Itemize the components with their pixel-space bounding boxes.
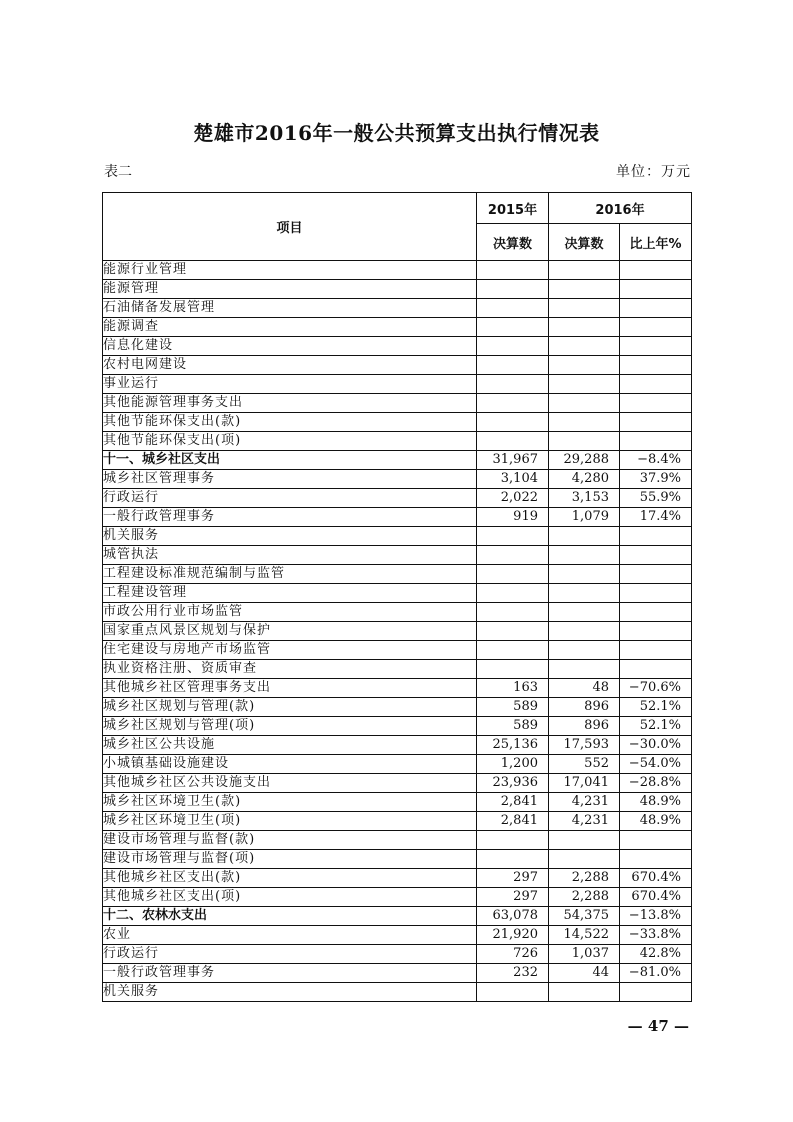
row-yoy-percent (620, 432, 692, 451)
table-row (103, 603, 692, 622)
row-yoy-percent (620, 584, 692, 603)
table-row (103, 831, 692, 850)
row-value-2015: 2,022 (477, 489, 549, 508)
row-value-2016: 17,593 (549, 736, 620, 755)
row-value-2015: 232 (477, 964, 549, 983)
row-name: 机关服务 (103, 527, 477, 546)
row-value-2015 (477, 584, 549, 603)
row-value-2016 (549, 641, 620, 660)
row-name: 十二、农林水支出 (103, 907, 477, 926)
table-row (103, 755, 692, 774)
table-row (103, 432, 692, 451)
row-yoy-percent (620, 850, 692, 869)
row-yoy-percent: 670.4% (620, 888, 692, 907)
budget-table (102, 192, 692, 1002)
row-value-2016 (549, 318, 620, 337)
table-row (103, 546, 692, 565)
row-name: 机关服务 (103, 983, 477, 1002)
row-yoy-percent (620, 527, 692, 546)
page-number: — 47 — (627, 1017, 689, 1035)
row-yoy-percent: −33.8% (620, 926, 692, 945)
table-row (103, 489, 692, 508)
table-header (103, 193, 692, 261)
row-value-2015 (477, 622, 549, 641)
row-yoy-percent: −70.6% (620, 679, 692, 698)
row-value-2015: 163 (477, 679, 549, 698)
row-value-2016: 14,522 (549, 926, 620, 945)
row-value-2015 (477, 432, 549, 451)
row-yoy-percent (620, 641, 692, 660)
row-value-2015: 589 (477, 698, 549, 717)
table-row (103, 660, 692, 679)
row-yoy-percent (620, 261, 692, 280)
table-row (103, 774, 692, 793)
row-name: 能源管理 (103, 280, 477, 299)
row-name: 小城镇基础设施建设 (103, 755, 477, 774)
row-value-2016: 48 (549, 679, 620, 698)
row-value-2015: 23,936 (477, 774, 549, 793)
row-value-2016 (549, 831, 620, 850)
row-name: 城管执法 (103, 546, 477, 565)
row-value-2015: 2,841 (477, 812, 549, 831)
table-row (103, 850, 692, 869)
row-yoy-percent (620, 394, 692, 413)
table-row (103, 375, 692, 394)
row-name: 城乡社区公共设施 (103, 736, 477, 755)
table-row (103, 261, 692, 280)
row-yoy-percent (620, 603, 692, 622)
row-value-2016: 1,037 (549, 945, 620, 964)
row-name: 十一、城乡社区支出 (103, 451, 477, 470)
row-value-2016: 4,280 (549, 470, 620, 489)
row-name: 其他能源管理事务支出 (103, 394, 477, 413)
table-row (103, 565, 692, 584)
row-value-2015 (477, 527, 549, 546)
row-value-2016 (549, 280, 620, 299)
row-value-2016 (549, 299, 620, 318)
table-row (103, 280, 692, 299)
row-yoy-percent (620, 299, 692, 318)
header-year-2016: 2016年 (549, 193, 692, 224)
row-yoy-percent: 52.1% (620, 717, 692, 736)
row-name: 农业 (103, 926, 477, 945)
row-value-2016: 896 (549, 698, 620, 717)
row-value-2015 (477, 413, 549, 432)
row-value-2015: 919 (477, 508, 549, 527)
table-row (103, 299, 692, 318)
table-row (103, 964, 692, 983)
row-value-2016 (549, 983, 620, 1002)
row-value-2015 (477, 394, 549, 413)
row-name: 事业运行 (103, 375, 477, 394)
row-yoy-percent: 48.9% (620, 812, 692, 831)
row-value-2015 (477, 565, 549, 584)
row-yoy-percent: 17.4% (620, 508, 692, 527)
row-name: 市政公用行业市场监管 (103, 603, 477, 622)
table-row (103, 679, 692, 698)
row-value-2016 (549, 850, 620, 869)
row-value-2015: 31,967 (477, 451, 549, 470)
row-value-2016: 29,288 (549, 451, 620, 470)
table-row (103, 413, 692, 432)
row-name: 其他节能环保支出(款) (103, 413, 477, 432)
row-value-2015: 25,136 (477, 736, 549, 755)
row-value-2015: 589 (477, 717, 549, 736)
row-value-2015 (477, 261, 549, 280)
row-name: 城乡社区管理事务 (103, 470, 477, 489)
row-yoy-percent (620, 983, 692, 1002)
row-yoy-percent (620, 375, 692, 394)
row-yoy-percent: 52.1% (620, 698, 692, 717)
row-name: 行政运行 (103, 945, 477, 964)
row-yoy-percent (620, 831, 692, 850)
row-value-2016: 2,288 (549, 869, 620, 888)
row-value-2016: 552 (549, 755, 620, 774)
row-name: 城乡社区环境卫生(项) (103, 812, 477, 831)
row-name: 行政运行 (103, 489, 477, 508)
row-value-2016 (549, 603, 620, 622)
row-value-2015: 297 (477, 869, 549, 888)
header-final-2015: 决算数 (477, 224, 549, 261)
row-name: 住宅建设与房地产市场监管 (103, 641, 477, 660)
row-value-2016 (549, 584, 620, 603)
row-yoy-percent: −54.0% (620, 755, 692, 774)
row-value-2016: 4,231 (549, 793, 620, 812)
row-name: 能源调查 (103, 318, 477, 337)
header-yoy: 比上年% (620, 224, 692, 261)
table-body (103, 261, 692, 1002)
header-year-2015: 2015年 (477, 193, 549, 224)
row-yoy-percent: −8.4% (620, 451, 692, 470)
row-name: 农村电网建设 (103, 356, 477, 375)
row-value-2015: 1,200 (477, 755, 549, 774)
row-yoy-percent: 48.9% (620, 793, 692, 812)
table-row (103, 717, 692, 736)
row-value-2016 (549, 546, 620, 565)
table-row (103, 793, 692, 812)
row-yoy-percent (620, 318, 692, 337)
table-row (103, 451, 692, 470)
row-yoy-percent (620, 280, 692, 299)
table-row (103, 926, 692, 945)
row-value-2015 (477, 983, 549, 1002)
row-value-2016: 3,153 (549, 489, 620, 508)
row-name: 建设市场管理与监督(款) (103, 831, 477, 850)
row-value-2016 (549, 527, 620, 546)
row-name: 工程建设管理 (103, 584, 477, 603)
row-yoy-percent: −28.8% (620, 774, 692, 793)
row-name: 城乡社区规划与管理(款) (103, 698, 477, 717)
row-yoy-percent: 37.9% (620, 470, 692, 489)
row-value-2016 (549, 261, 620, 280)
row-yoy-percent (620, 546, 692, 565)
row-name: 其他城乡社区公共设施支出 (103, 774, 477, 793)
row-yoy-percent (620, 565, 692, 584)
table-row (103, 907, 692, 926)
page-title: 楚雄市2016年一般公共预算支出执行情况表 (193, 121, 600, 145)
table-row (103, 508, 692, 527)
row-value-2016 (549, 337, 620, 356)
row-name: 信息化建设 (103, 337, 477, 356)
row-value-2015 (477, 603, 549, 622)
row-yoy-percent (620, 356, 692, 375)
row-value-2015 (477, 299, 549, 318)
row-value-2016: 896 (549, 717, 620, 736)
row-yoy-percent (620, 337, 692, 356)
row-value-2015: 21,920 (477, 926, 549, 945)
row-value-2015: 63,078 (477, 907, 549, 926)
row-value-2016: 17,041 (549, 774, 620, 793)
row-yoy-percent: 55.9% (620, 489, 692, 508)
row-value-2015 (477, 831, 549, 850)
table-row (103, 812, 692, 831)
table-row (103, 527, 692, 546)
table-row (103, 470, 692, 489)
row-value-2015 (477, 850, 549, 869)
unit-label: 单位：万元 (616, 164, 691, 180)
row-value-2016 (549, 413, 620, 432)
row-value-2015 (477, 280, 549, 299)
row-value-2016 (549, 356, 620, 375)
row-yoy-percent (620, 622, 692, 641)
row-value-2015: 297 (477, 888, 549, 907)
row-name: 执业资格注册、资质审查 (103, 660, 477, 679)
row-name: 城乡社区环境卫生(款) (103, 793, 477, 812)
table-row (103, 869, 692, 888)
row-yoy-percent: −81.0% (620, 964, 692, 983)
row-value-2016 (549, 375, 620, 394)
row-value-2015 (477, 546, 549, 565)
header-item: 项目 (103, 193, 477, 261)
row-name: 其他城乡社区管理事务支出 (103, 679, 477, 698)
row-name: 其他城乡社区支出(款) (103, 869, 477, 888)
table-row (103, 736, 692, 755)
row-value-2015 (477, 318, 549, 337)
row-name: 一般行政管理事务 (103, 964, 477, 983)
row-value-2016: 4,231 (549, 812, 620, 831)
row-value-2015 (477, 660, 549, 679)
table-row (103, 356, 692, 375)
table-row (103, 584, 692, 603)
row-value-2015 (477, 337, 549, 356)
row-yoy-percent (620, 413, 692, 432)
row-value-2016: 1,079 (549, 508, 620, 527)
row-name: 国家重点风景区规划与保护 (103, 622, 477, 641)
table-row (103, 337, 692, 356)
table-row (103, 945, 692, 964)
row-value-2015 (477, 356, 549, 375)
row-name: 其他节能环保支出(项) (103, 432, 477, 451)
row-value-2016 (549, 394, 620, 413)
row-yoy-percent: 42.8% (620, 945, 692, 964)
row-name: 建设市场管理与监督(项) (103, 850, 477, 869)
row-name: 能源行业管理 (103, 261, 477, 280)
row-value-2016: 2,288 (549, 888, 620, 907)
table-row (103, 698, 692, 717)
row-name: 城乡社区规划与管理(项) (103, 717, 477, 736)
row-name: 其他城乡社区支出(项) (103, 888, 477, 907)
row-yoy-percent (620, 660, 692, 679)
row-value-2016 (549, 432, 620, 451)
table-row (103, 318, 692, 337)
row-name: 工程建设标准规范编制与监管 (103, 565, 477, 584)
row-value-2016 (549, 660, 620, 679)
table-row (103, 888, 692, 907)
row-value-2016 (549, 622, 620, 641)
row-value-2016: 54,375 (549, 907, 620, 926)
row-value-2016: 44 (549, 964, 620, 983)
table-row (103, 983, 692, 1002)
row-yoy-percent: −30.0% (620, 736, 692, 755)
row-value-2015: 2,841 (477, 793, 549, 812)
table-row (103, 394, 692, 413)
row-value-2015 (477, 641, 549, 660)
row-value-2015: 3,104 (477, 470, 549, 489)
row-value-2015: 726 (477, 945, 549, 964)
row-name: 石油储备发展管理 (103, 299, 477, 318)
row-yoy-percent: 670.4% (620, 869, 692, 888)
row-yoy-percent: −13.8% (620, 907, 692, 926)
table-row (103, 622, 692, 641)
row-name: 一般行政管理事务 (103, 508, 477, 527)
row-value-2015 (477, 375, 549, 394)
row-value-2016 (549, 565, 620, 584)
header-final-2016: 决算数 (549, 224, 620, 261)
table-label: 表二 (104, 164, 132, 180)
table-row (103, 641, 692, 660)
